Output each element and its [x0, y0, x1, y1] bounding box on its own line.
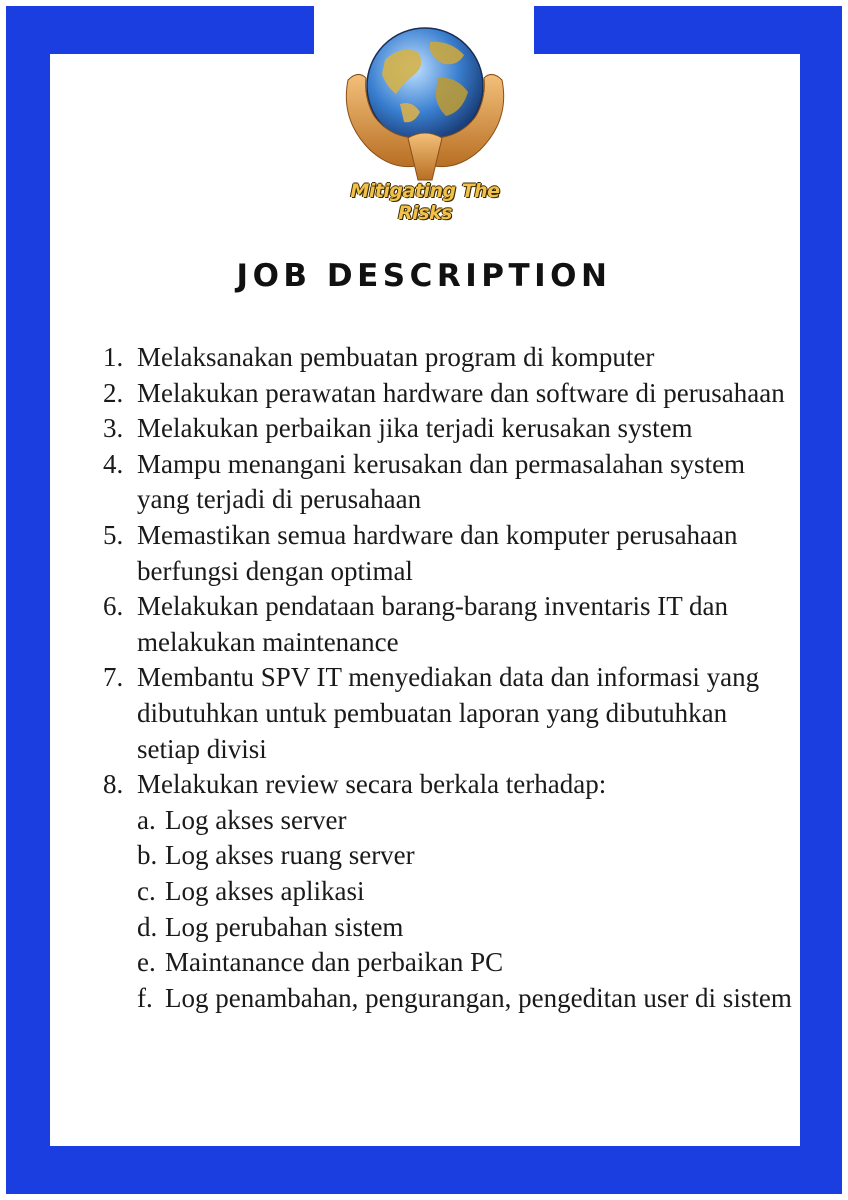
logo-text: Mitigating The Risks	[350, 180, 500, 224]
frame-top-right	[534, 6, 842, 54]
item-text: Memastikan semua hardware dan komputer perusahaan berfungsi dengan optimal	[137, 519, 738, 586]
sub-item-text: Log akses ruang server	[165, 840, 415, 871]
sub-item-text: Log penambahan, pengurangan, pengeditan user di sistem	[165, 982, 792, 1013]
list-item	[103, 411, 793, 447]
globe-hands-icon	[330, 20, 520, 190]
item-number: 8.	[103, 769, 124, 800]
list-item	[103, 340, 793, 376]
frame-right	[800, 6, 842, 1194]
item-number: 6.	[103, 591, 124, 622]
item-number: 3.	[103, 413, 124, 444]
frame-top-left	[6, 6, 314, 54]
sub-item-text: Log perubahan sistem	[165, 911, 404, 942]
item-text: Melakukan pendataan barang-barang inventaris IT dan melakukan maintenance	[137, 591, 729, 657]
sub-list-item	[137, 945, 793, 981]
list-item	[103, 376, 793, 412]
sub-list-item	[137, 838, 793, 874]
item-text: Melakukan review secara berkala terhadap:	[137, 769, 607, 800]
sub-list-item	[137, 874, 793, 910]
sub-item-letter: c.	[137, 875, 156, 906]
sub-list-item	[137, 910, 793, 946]
item-number: 5.	[103, 519, 124, 550]
sub-list	[137, 803, 793, 1017]
list-item	[103, 518, 793, 589]
sub-item-letter: f.	[137, 982, 153, 1013]
item-number: 4.	[103, 448, 124, 479]
company-logo	[330, 20, 520, 224]
sub-list-item	[137, 803, 793, 839]
item-text: Mampu menangani kerusakan dan permasalahan system yang terjadi di perusahaan	[137, 448, 746, 515]
sub-list-item	[137, 981, 793, 1017]
item-text: Melaksanakan pembuatan program di komputer	[137, 342, 655, 372]
job-description-list	[103, 340, 793, 1016]
sub-item-letter: b.	[137, 840, 158, 871]
frame-left	[6, 6, 50, 1194]
sub-item-text: Log akses aplikasi	[165, 875, 365, 906]
sub-item-text: Maintanance dan perbaikan PC	[165, 947, 504, 978]
item-number: 7.	[103, 662, 124, 693]
list-item	[103, 660, 793, 767]
item-number: 1.	[103, 342, 124, 372]
item-text: Membantu SPV IT menyediakan data dan informasi yang dibutuhkan untuk pembuatan laporan yang dibutuhkan setiap divisi	[137, 662, 760, 764]
sub-item-letter: e.	[137, 947, 156, 978]
sub-item-text: Log akses server	[165, 804, 347, 835]
item-text: Melakukan perawatan hardware dan software di perusahaan	[137, 377, 785, 408]
frame-bottom	[6, 1146, 842, 1194]
list-item	[103, 447, 793, 518]
page-title: JOB DESCRIPTION	[236, 258, 612, 294]
sub-item-letter: d.	[137, 911, 158, 942]
list-item	[103, 767, 793, 1016]
list-item	[103, 589, 793, 660]
item-number: 2.	[103, 377, 124, 408]
sub-item-letter: a.	[137, 804, 156, 835]
item-text: Melakukan perbaikan jika terjadi kerusakan system	[137, 413, 693, 444]
